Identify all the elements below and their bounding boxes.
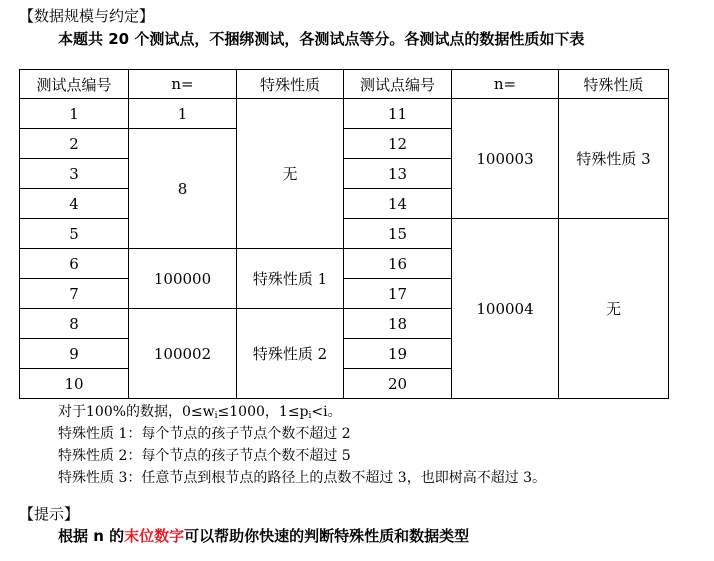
test-id-cell: 18	[344, 309, 452, 339]
header-cell: 测试点编号	[20, 70, 129, 99]
n-value-cell: 8	[129, 129, 237, 249]
header-cell: 特殊性质	[559, 70, 669, 99]
subscript: i	[214, 411, 218, 421]
test-id-cell: 16	[344, 249, 452, 279]
test-id-cell: 9	[20, 339, 129, 369]
test-id-cell: 17	[344, 279, 452, 309]
test-id-cell: 5	[20, 219, 129, 249]
hint-highlight: 末位数字	[124, 527, 185, 545]
test-id-cell: 7	[20, 279, 129, 309]
property-3-note: 特殊性质 3：任意节点到根节点的路径上的点数不超过 3，也即树高不超过 3。	[58, 470, 547, 486]
n-value-cell: 100000	[129, 249, 237, 309]
header-cell: n=	[452, 70, 559, 99]
test-id-cell: 15	[344, 219, 452, 249]
hint-text	[58, 527, 469, 545]
constraint-text: 对于100%的数据，0≤w	[58, 404, 215, 420]
test-point-table	[19, 69, 669, 399]
section-title-data-scale: 【数据规模与约定】	[19, 7, 155, 25]
header-cell: 测试点编号	[344, 70, 452, 99]
property-cell: 特殊性质 2	[237, 309, 344, 399]
hint-part: 根据 n 的	[58, 527, 125, 545]
test-id-cell: 4	[20, 189, 129, 219]
intro-text: 本题共 20 个测试点，不捆绑测试，各测试点等分。各测试点的数据性质如下表	[58, 30, 585, 48]
test-id-cell: 1	[20, 99, 129, 129]
header-cell: 特殊性质	[237, 70, 344, 99]
hint-part: 可以帮助你快速的判断特殊性质和数据类型	[184, 527, 470, 545]
test-id-cell: 8	[20, 309, 129, 339]
test-id-cell: 6	[20, 249, 129, 279]
test-id-cell: 13	[344, 159, 452, 189]
notes-block	[58, 401, 546, 489]
property-1-note: 特殊性质 1：每个节点的孩子节点个数不超过 2	[58, 426, 351, 442]
test-id-cell: 20	[344, 369, 452, 399]
test-id-cell: 12	[344, 129, 452, 159]
property-cell: 特殊性质 1	[237, 249, 344, 309]
n-value-cell: 100002	[129, 309, 237, 399]
table-header-row	[20, 70, 669, 99]
n-value-cell: 1	[129, 99, 237, 129]
property-2-note: 特殊性质 2：每个节点的孩子节点个数不超过 5	[58, 448, 351, 464]
test-id-cell: 11	[344, 99, 452, 129]
header-cell: n=	[129, 70, 237, 99]
n-value-cell: 100003	[452, 99, 559, 219]
table-row	[20, 219, 669, 249]
test-id-cell: 3	[20, 159, 129, 189]
property-cell: 特殊性质 3	[559, 99, 669, 219]
constraint-text: <i。	[311, 404, 342, 420]
constraint-text: ≤1000，1≤p	[217, 404, 309, 420]
subscript: i	[308, 411, 312, 421]
constraint-line	[58, 401, 546, 423]
property-cell: 无	[559, 219, 669, 399]
section-title-hint: 【提示】	[19, 505, 80, 523]
test-id-cell: 10	[20, 369, 129, 399]
test-id-cell: 14	[344, 189, 452, 219]
n-value-cell: 100004	[452, 219, 559, 399]
table-row	[20, 99, 669, 129]
test-id-cell: 2	[20, 129, 129, 159]
test-id-cell: 19	[344, 339, 452, 369]
property-cell: 无	[237, 99, 344, 249]
